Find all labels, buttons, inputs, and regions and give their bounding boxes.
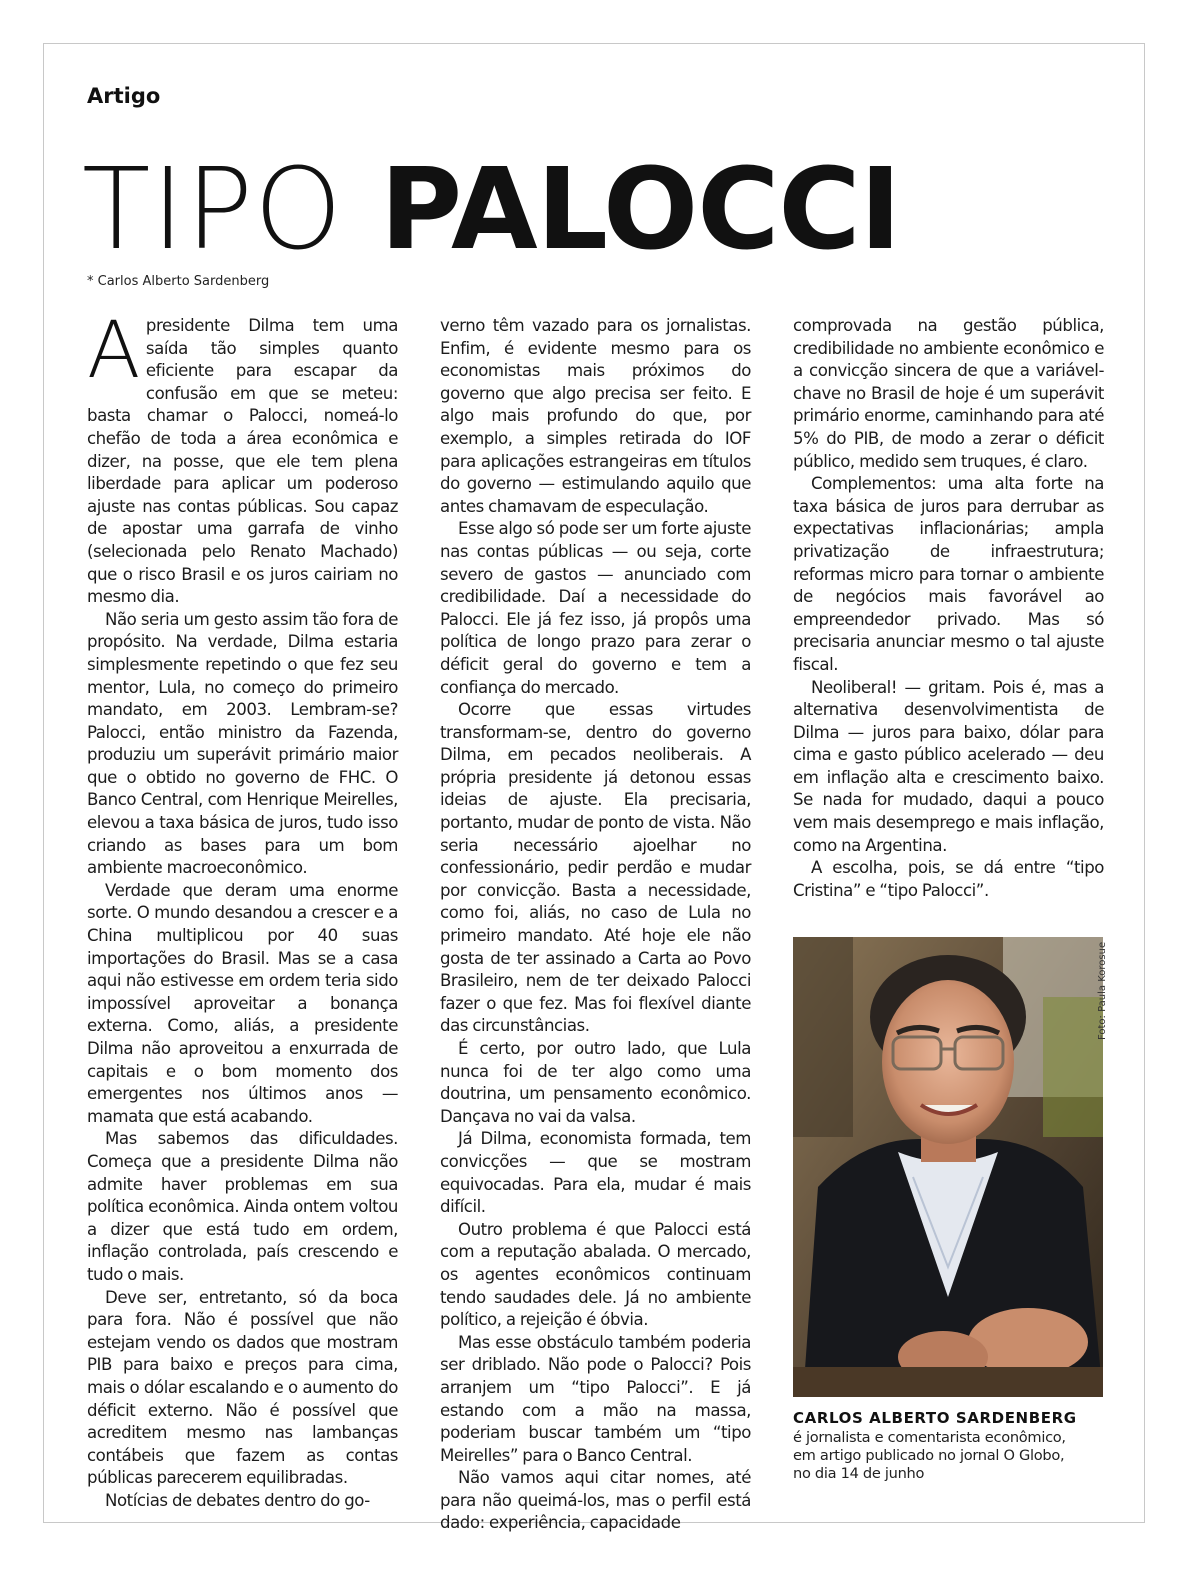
author-photo <box>793 937 1103 1397</box>
paragraph: Mas sabemos das dificuldades. Começa que a presidente Dilma não admite haver problemas em sua política econômica. Ainda ontem voltou a dizer que está tudo em ordem, inflação controlada, país crescendo e tudo o mais. <box>87 1129 398 1284</box>
byline: * Carlos Alberto Sardenberg <box>87 274 270 289</box>
paragraph: Notícias de debates dentro do go- <box>105 1490 370 1510</box>
paragraph: Outro problema é que Palocci está com a reputação abalada. O mercado, os agentes econômicos continuam tendo saudades dele. Já no ambiente político, a rejeição é óbvia. <box>440 1219 751 1330</box>
paragraph: É certo, por outro lado, que Lula nunca foi de ter algo como uma doutrina, um pensamento econômico. Dançava no vai da valsa. <box>440 1039 751 1126</box>
paragraph: Deve ser, entretanto, só da boca para fora. Não é possível que não estejam vendo os dados que mostram PIB para baixo e preços para cima, mais o dólar escalando e o aumento do déficit externo. Não é possível que acreditem mesmo nas lambanças contábeis que fazem as contas públicas parecerem equilibradas. <box>87 1287 398 1488</box>
caption-text <box>793 1429 1093 1483</box>
paragraph: Já Dilma, economista formada, tem convicções — que se mostram equivocadas. Para ela, mudar é mais difícil. <box>440 1129 751 1217</box>
paragraph: Verdade que deram uma enorme sorte. O mundo desandou a crescer e a China multiplicou por 40 suas importações do Brasil. Mas se a casa aqui não estivesse em ordem teria sido impossível aproveitar a bonança externa. Como, aliás, a presidente Dilma não aproveitou a enxurrada de capitais e o bom momento dos emergentes nos últimos anos — mamata que está acabando. <box>87 880 398 1126</box>
headline-bold: PALOCCI <box>380 145 901 275</box>
paragraph: Esse algo só pode ser um forte ajuste nas contas públicas — ou seja, corte severo de gastos — anunciado com credibilidade. Daí a necessidade do Palocci. Ele já fez isso, já propôs uma política de longo prazo para zerar o déficit geral do governo e tem a confiança do mercado. <box>440 519 751 697</box>
caption-line: é jornalista e comentarista econômico, <box>793 1429 1066 1446</box>
article-column-3 <box>793 315 1104 902</box>
headline <box>82 145 901 275</box>
paragraph: Não vamos aqui citar nomes, até para não queimá-los, mas o perfil está dado: experiência, capacidade <box>440 1468 751 1533</box>
paragraph: A escolha, pois, se dá entre “tipo Cristina” e “tipo Palocci”. <box>793 858 1104 900</box>
drop-cap: A <box>87 306 140 396</box>
paragraph: Ocorre que essas virtudes transformam-se, dentro do governo Dilma, em pecados neoliberais. A própria presidente já detonou essas ideias de ajuste. Ela precisaria, portanto, mudar de ponto de vista. Não seria necessário ajoelhar no confessionário, pedir perdão e mudar por convicção. Basta a necessidade, como foi, aliás, no caso de Lula no primeiro mandato. Até hoje ele não gosta de ter assinado a Carta ao Povo Brasileiro, nem de ter deixado Palocci fazer o que fez. Mas foi flexível diante das circunstâncias. <box>440 700 751 1036</box>
caption-line: em artigo publicado no jornal O Globo, <box>793 1447 1065 1464</box>
portrait-illustration <box>793 937 1103 1397</box>
paragraph: Complementos: uma alta forte na taxa básica de juros para derrubar as expectativas inflacionárias; ampla privatização de infraestrutura; reformas micro para tornar o ambiente de negócios mais favorável ao empreendedor privado. Mas só precisaria anunciar mesmo o tal ajuste fiscal. <box>793 474 1104 674</box>
section-label: Artigo <box>87 84 161 108</box>
paragraph: Apresidente Dilma tem uma saída tão simples quanto eficiente para escapar da confusão em que se meteu: basta chamar o Palocci, nomeá-lo chefão de toda a área econômica e dizer, na posse, que ele tem plena liberdade para aplicar um poderoso ajuste nas contas públicas. Sou capaz de apostar uma garrafa de vinho (selecionada pelo Renato Machado) que o risco Brasil e os juros cairiam no mesmo dia. <box>87 306 398 607</box>
headline-light: TIPO <box>82 145 344 275</box>
paragraph: Mas esse obstáculo também poderia ser driblado. Não pode o Palocci? Pois arranjem um “tipo Palocci”. E já estando com a mão na massa, poderiam buscar também um “tipo Meirelles” para o Banco Central. <box>440 1332 751 1465</box>
caption-line: no dia 14 de junho <box>793 1465 925 1482</box>
article-column-1 <box>87 306 398 1512</box>
photo-credit: Foto: Paula Korosue <box>1097 941 1108 1040</box>
paragraph: comprovada na gestão pública, credibilidade no ambiente econômico e a convicção sincera de que a variável-chave no Brasil de hoje é um superávit primário enorme, caminhando para até 5% do PIB, de modo a zerar o déficit público, medido sem truques, é claro. <box>793 316 1104 471</box>
paragraph: Não seria um gesto assim tão fora de propósito. Na verdade, Dilma estaria simplesmente repetindo o que fez seu mentor, Lula, no começo do primeiro mandato, em 2003. Lembram-se? Palocci, então ministro da Fazenda, produziu um superávit primário maior que o obtido no governo de FHC. O Banco Central, com Henrique Meirelles, elevou a taxa básica de juros, tudo isso criando as bases para um bom ambiente macroeconômico. <box>87 609 398 878</box>
paragraph: verno têm vazado para os jornalistas. Enfim, é evidente mesmo para os economistas mais próximos do governo que algo precisa ser feito. E algo mais profundo do que, por exemplo, a simples retirada do IOF para aplicações estrangeiras em títulos do governo — estimulando aquilo que antes chamavam de especulação. <box>440 316 751 516</box>
paragraph: Neoliberal! — gritam. Pois é, mas a alternativa desenvolvimentista de Dilma — juros para baixo, dólar para cima e gasto público acelerado — deu em inflação alta e crescimento baixo. Se nada for mudado, daqui a pouco vem mais desemprego e mais inflação, como na Argentina. <box>793 677 1104 855</box>
caption-name: CARLOS ALBERTO SARDENBERG <box>793 1409 1077 1427</box>
article-column-2 <box>440 315 751 1535</box>
